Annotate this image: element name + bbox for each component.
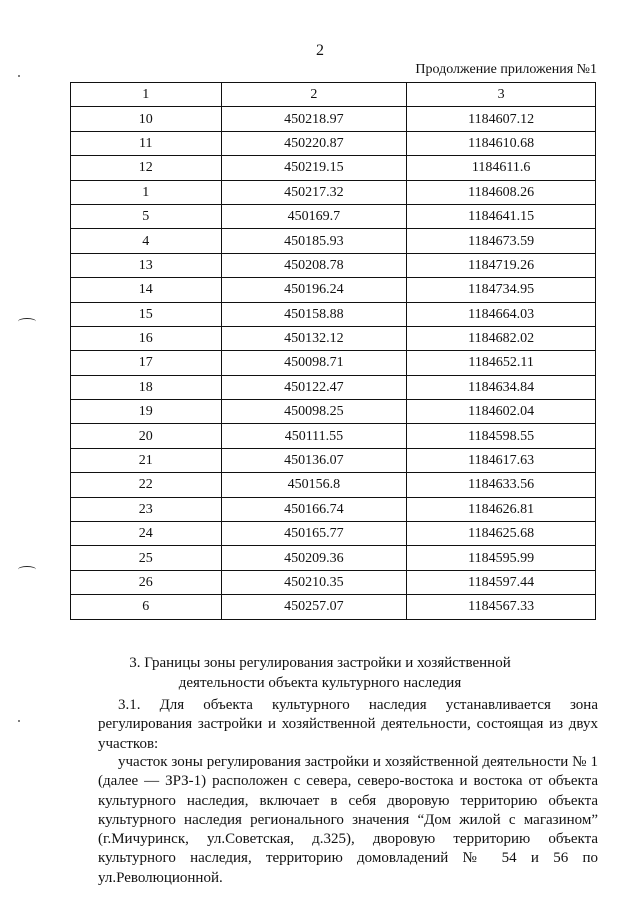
y-coordinate-cell: 1184607.12 — [407, 107, 596, 131]
paragraph — [98, 753, 598, 888]
table-row — [71, 131, 596, 155]
table-row — [71, 278, 596, 302]
x-coordinate-cell: 450122.47 — [221, 375, 407, 399]
x-coordinate-cell: 450098.25 — [221, 400, 407, 424]
scan-speck — [18, 720, 20, 722]
point-number-cell: 23 — [71, 497, 222, 521]
point-number-cell: 25 — [71, 546, 222, 570]
table-row — [71, 595, 596, 619]
section-title-line: деятельности объекта культурного наследия — [178, 675, 462, 691]
point-number-cell: 6 — [71, 595, 222, 619]
point-number-cell: 19 — [71, 400, 222, 424]
point-number-cell: 5 — [71, 204, 222, 228]
y-coordinate-cell: 1184734.95 — [407, 278, 596, 302]
y-coordinate-cell: 1184610.68 — [407, 131, 596, 155]
point-number-cell: 26 — [71, 570, 222, 594]
x-coordinate-cell: 450169.7 — [221, 204, 407, 228]
x-coordinate-cell: 450217.32 — [221, 180, 407, 204]
x-coordinate-cell: 450166.74 — [221, 497, 407, 521]
point-number-cell: 22 — [71, 473, 222, 497]
point-number-cell: 1 — [71, 180, 222, 204]
column-header: 2 — [221, 83, 407, 107]
point-number-cell: 24 — [71, 522, 222, 546]
y-coordinate-cell: 1184626.81 — [407, 497, 596, 521]
y-coordinate-cell: 1184567.33 — [407, 595, 596, 619]
section-title-line: 3. Границы зоны регулирования застройки и хозяйственной — [129, 655, 511, 671]
table-row — [71, 497, 596, 521]
x-coordinate-cell: 450257.07 — [221, 595, 407, 619]
y-coordinate-cell: 1184611.6 — [407, 156, 596, 180]
binding-hole-mark — [18, 318, 36, 325]
point-number-cell: 10 — [71, 107, 222, 131]
x-coordinate-cell: 450196.24 — [221, 278, 407, 302]
table-row — [71, 570, 596, 594]
section-title — [0, 653, 640, 693]
y-coordinate-cell: 1184608.26 — [407, 180, 596, 204]
x-coordinate-cell: 450132.12 — [221, 326, 407, 350]
scan-speck — [18, 75, 20, 77]
point-number-cell: 4 — [71, 229, 222, 253]
x-coordinate-cell: 450111.55 — [221, 424, 407, 448]
y-coordinate-cell: 1184673.59 — [407, 229, 596, 253]
table-row — [71, 229, 596, 253]
y-coordinate-cell: 1184719.26 — [407, 253, 596, 277]
y-coordinate-cell: 1184664.03 — [407, 302, 596, 326]
x-coordinate-cell: 450165.77 — [221, 522, 407, 546]
table-header-row — [71, 83, 596, 107]
table-row — [71, 204, 596, 228]
point-number-cell: 11 — [71, 131, 222, 155]
table-row — [71, 546, 596, 570]
y-coordinate-cell: 1184625.68 — [407, 522, 596, 546]
table-row — [71, 473, 596, 497]
y-coordinate-cell: 1184641.15 — [407, 204, 596, 228]
column-header: 1 — [71, 83, 222, 107]
x-coordinate-cell: 450218.97 — [221, 107, 407, 131]
table-row — [71, 375, 596, 399]
table-row — [71, 448, 596, 472]
paragraph-text: участок зоны регулирования застройки и хозяйственной деятельности № 1 (далее — ЗРЗ-1) расположен с севера, северо-востока и востока от объекта культурного наследия, включает в себя дворовую территорию объекта культурного наследия регионального значения “Дом жилой с магазином” (г.Мичуринск, ул.Советская, д.325), дворовую территорию объекта культурного наследия, территорию домовладений № 54 и 56 по ул.Революционной. — [98, 754, 598, 886]
continuation-note: Продолжение приложения №1 — [415, 62, 597, 77]
y-coordinate-cell: 1184595.99 — [407, 546, 596, 570]
x-coordinate-cell: 450220.87 — [221, 131, 407, 155]
point-number-cell: 20 — [71, 424, 222, 448]
x-coordinate-cell: 450219.15 — [221, 156, 407, 180]
table-row — [71, 424, 596, 448]
y-coordinate-cell: 1184633.56 — [407, 473, 596, 497]
y-coordinate-cell: 1184682.02 — [407, 326, 596, 350]
x-coordinate-cell: 450156.8 — [221, 473, 407, 497]
point-number-cell: 12 — [71, 156, 222, 180]
page-number: 2 — [316, 42, 324, 59]
y-coordinate-cell: 1184634.84 — [407, 375, 596, 399]
x-coordinate-cell: 450098.71 — [221, 351, 407, 375]
table-row — [71, 180, 596, 204]
table-row — [71, 400, 596, 424]
table-row — [71, 156, 596, 180]
point-number-cell: 21 — [71, 448, 222, 472]
point-number-cell: 18 — [71, 375, 222, 399]
y-coordinate-cell: 1184598.55 — [407, 424, 596, 448]
paragraph-text: 3.1. Для объекта культурного наследия устанавливается зона регулирования застройки и хозяйственной деятельности, состоящая из двух участков: — [98, 697, 598, 752]
point-number-cell: 13 — [71, 253, 222, 277]
x-coordinate-cell: 450209.36 — [221, 546, 407, 570]
x-coordinate-cell: 450158.88 — [221, 302, 407, 326]
point-number-cell: 17 — [71, 351, 222, 375]
table-body — [71, 107, 596, 619]
paragraph — [98, 696, 598, 754]
coordinates-table — [70, 82, 596, 620]
table-row — [71, 302, 596, 326]
y-coordinate-cell: 1184617.63 — [407, 448, 596, 472]
x-coordinate-cell: 450208.78 — [221, 253, 407, 277]
x-coordinate-cell: 450185.93 — [221, 229, 407, 253]
column-header: 3 — [407, 83, 596, 107]
table-row — [71, 522, 596, 546]
point-number-cell: 14 — [71, 278, 222, 302]
x-coordinate-cell: 450136.07 — [221, 448, 407, 472]
table-row — [71, 253, 596, 277]
y-coordinate-cell: 1184597.44 — [407, 570, 596, 594]
table-row — [71, 351, 596, 375]
y-coordinate-cell: 1184652.11 — [407, 351, 596, 375]
point-number-cell: 16 — [71, 326, 222, 350]
x-coordinate-cell: 450210.35 — [221, 570, 407, 594]
y-coordinate-cell: 1184602.04 — [407, 400, 596, 424]
table-row — [71, 326, 596, 350]
binding-hole-mark — [18, 566, 36, 573]
table-row — [71, 107, 596, 131]
point-number-cell: 15 — [71, 302, 222, 326]
